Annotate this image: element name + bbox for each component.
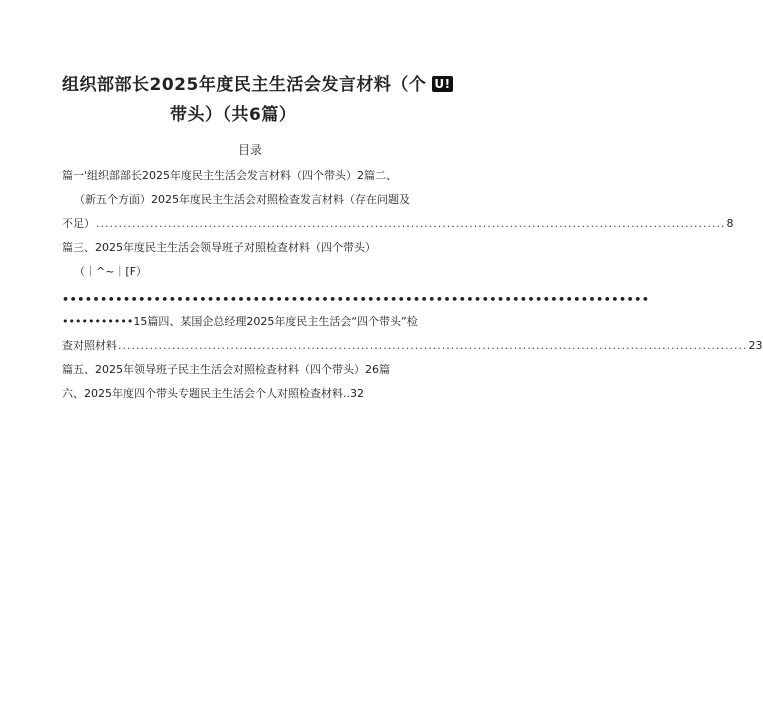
toc-line-4: 篇三、2025年度民主生活会领导班子对照检查材料（四个带头） (62, 241, 376, 254)
table-of-contents (62, 164, 763, 406)
dot-leader: ............................................................................................................................................ (118, 339, 748, 352)
bold-dot-leader: ••••••••••••••••••••••••••••••••••••••••••••••••••••••••••••••••••••••••••••• (62, 293, 650, 306)
title-line-1: 组织部部长2025年度民主生活会发言材料（个 (62, 75, 427, 95)
document-title (62, 70, 462, 130)
dot-leader: ............................................................................................................................................ (96, 217, 726, 230)
toc-entry-4-page-line (62, 334, 763, 358)
page-number: 8 (726, 217, 734, 230)
toc-line-1: 篇一'组织部部长2025年度民主生活会发言材料（四个带头）2篇二、 (62, 169, 398, 182)
page-number: 23 (748, 339, 763, 352)
toc-line-8: 查对照材料 (62, 339, 117, 352)
title-badge: U! (434, 77, 451, 91)
toc-entry-2-page-line (62, 212, 734, 236)
toc-line-9: 篇五、2025年领导班子民主生活会对照检查材料（四个带头）26篇 (62, 363, 390, 376)
toc-line-10: 六、2025年度四个带头专题民主生活会个人对照检查材料..32 (62, 387, 364, 400)
toc-line-2: （新五个方面）2025年度民主生活会对照检查发言材料（存在问题及 (74, 193, 410, 206)
toc-line-3: 不足） (62, 217, 95, 230)
title-line-2: 带头）（共6篇） (170, 105, 297, 125)
toc-line-7: •••••••••••15篇四、某国企总经理2025年度民主生活会“四个带头”检 (62, 315, 418, 328)
toc-line-5: （｜^~｜[F） (74, 265, 148, 278)
toc-heading: 目录 (237, 143, 262, 157)
